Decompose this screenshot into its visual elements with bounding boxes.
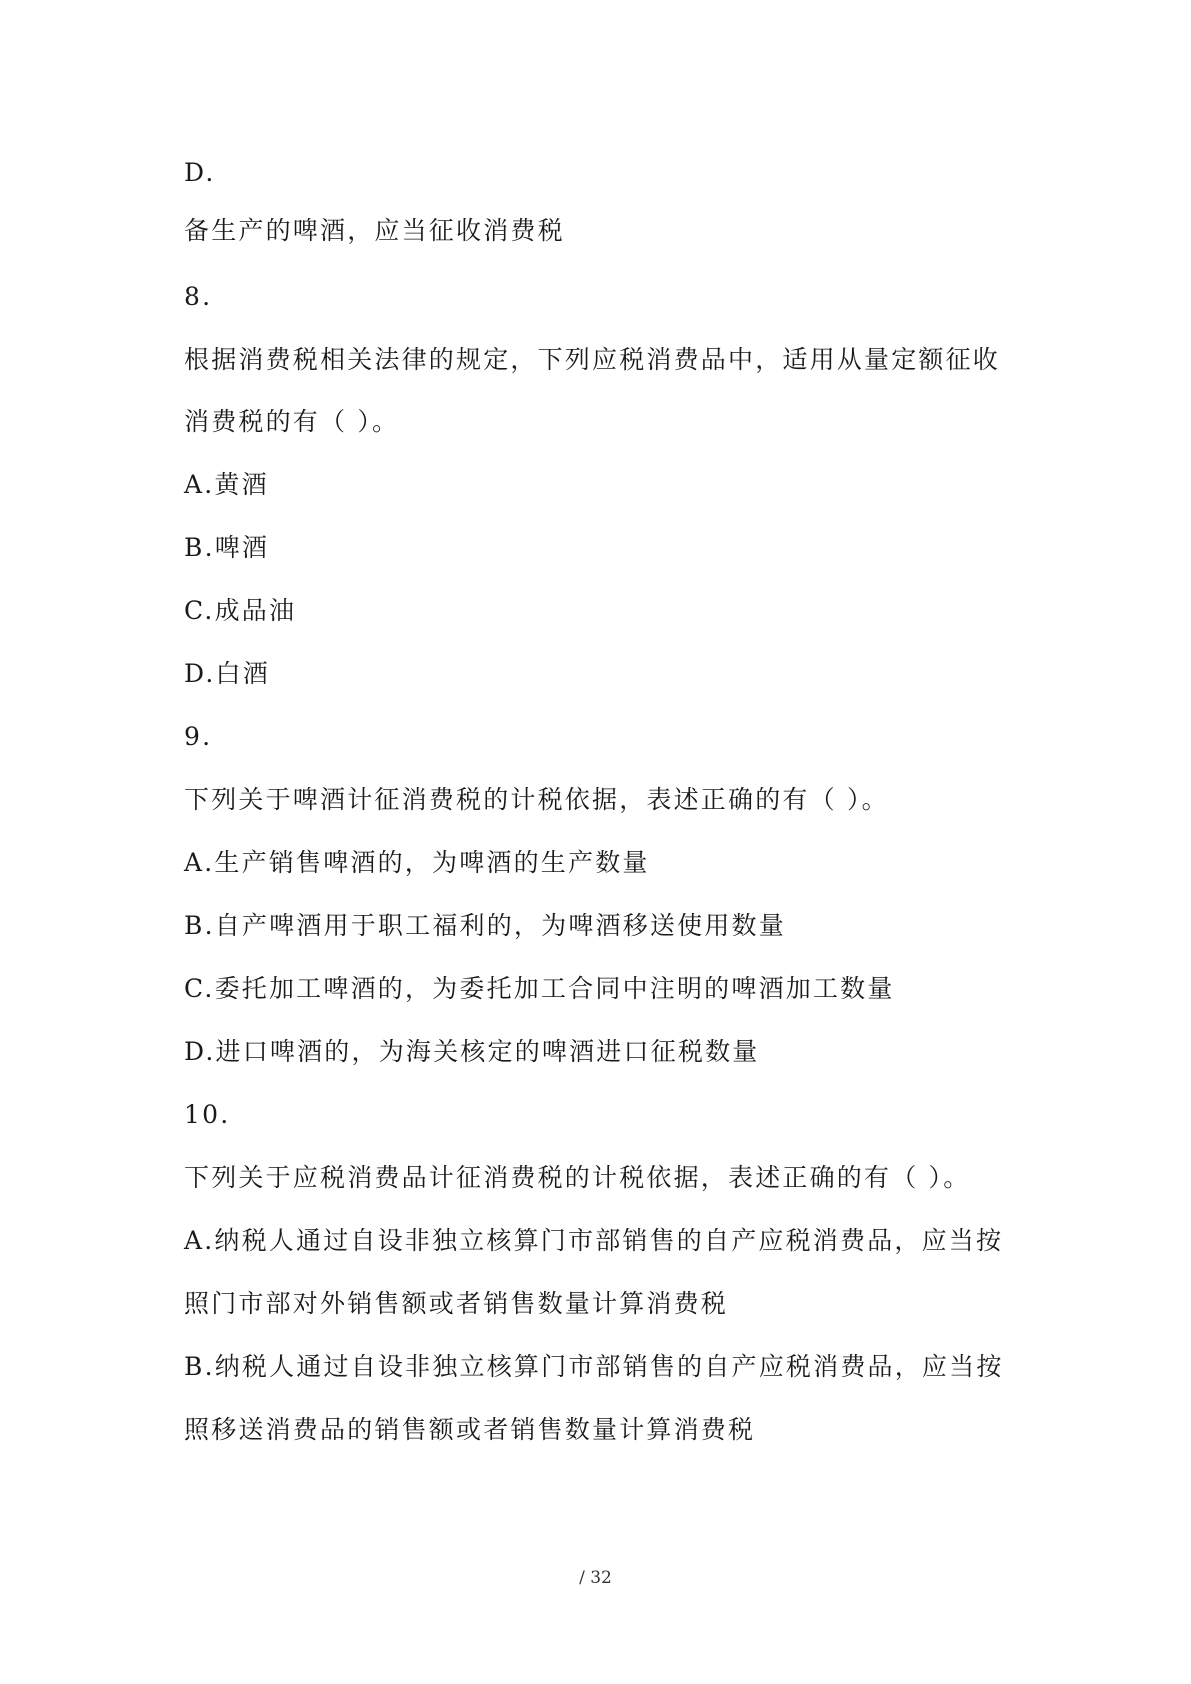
question-text: 下列关于啤酒计征消费税的计税依据，表述正确的有（ ）。: [184, 785, 889, 814]
question-text: 根据消费税相关法律的规定，下列应税消费品中，适用从量定额征收: [184, 345, 1001, 374]
option-b: B.自产啤酒用于职工福利的，为啤酒移送使用数量: [184, 911, 786, 940]
option-d: D.进口啤酒的，为海关核定的啤酒进口征税数量: [184, 1037, 760, 1066]
option-b-continued: 照移送消费品的销售额或者销售数量计算消费税: [184, 1415, 756, 1444]
question-number: 9.: [184, 722, 213, 751]
option-b: B.纳税人通过自设非独立核算门市部销售的自产应税消费品，应当按: [184, 1352, 1004, 1381]
page-number: / 32: [579, 1568, 612, 1588]
text-line: 备生产的啤酒，应当征收消费税: [184, 216, 565, 245]
option-a-continued: 照门市部对外销售额或者销售数量计算消费税: [184, 1289, 729, 1318]
option-a: A.生产销售啤酒的，为啤酒的生产数量: [184, 848, 650, 877]
option-b: B.啤酒: [184, 533, 270, 562]
option-a: A.纳税人通过自设非独立核算门市部销售的自产应税消费品，应当按: [184, 1226, 1004, 1255]
question-text: 消费税的有（ ）。: [184, 407, 400, 436]
question-text: 下列关于应税消费品计征消费税的计税依据，表述正确的有（ ）。: [184, 1163, 971, 1192]
question-number: 8.: [184, 282, 213, 311]
option-c: C.成品油: [184, 596, 297, 625]
text-line: D.: [184, 158, 216, 187]
option-a: A.黄酒: [184, 470, 269, 499]
question-number: 10.: [184, 1100, 231, 1129]
option-c: C.委托加工啤酒的，为委托加工合同中注明的啤酒加工数量: [184, 974, 895, 1003]
option-d: D.白酒: [184, 659, 270, 688]
